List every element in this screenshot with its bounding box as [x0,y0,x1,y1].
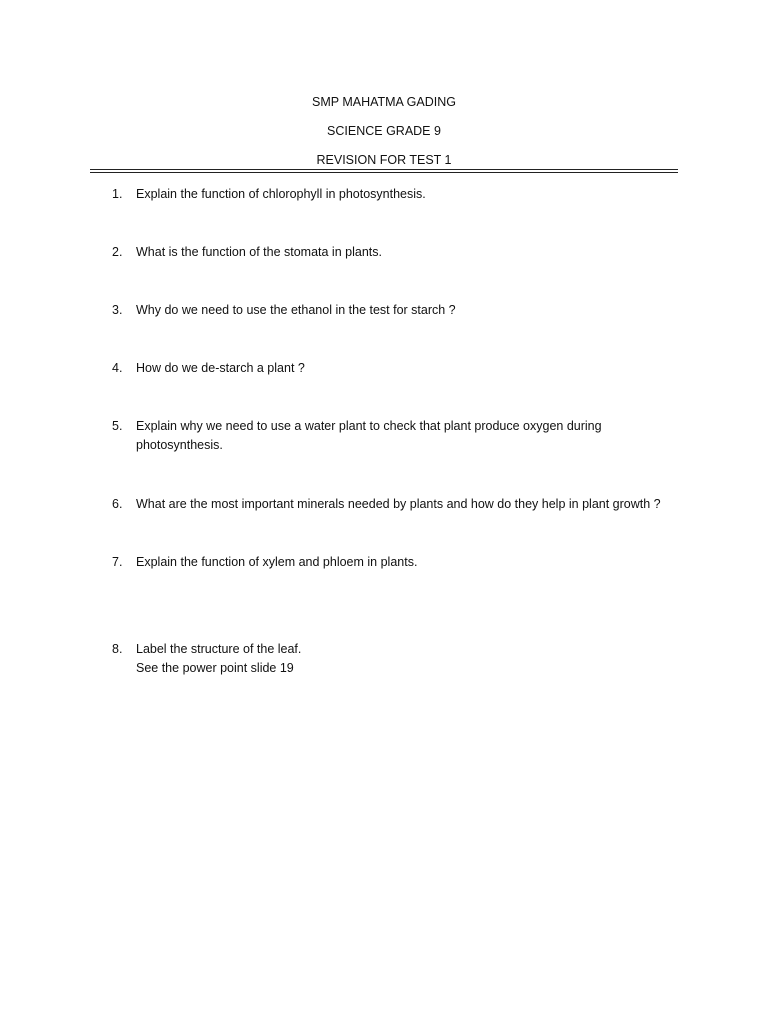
question-text: Explain the function of chlorophyll in photosynthesis. [136,187,426,201]
question-text: What is the function of the stomata in plants. [136,245,382,259]
question-number: 8. [112,642,123,656]
question-number: 6. [112,497,123,511]
question-number: 7. [112,555,123,569]
question-text: Why do we need to use the ethanol in the test for starch ? [136,303,456,317]
question-text: Explain the function of xylem and phloem in plants. [136,555,418,569]
worksheet-title: REVISION FOR TEST 1 [316,153,452,167]
header-divider-bottom [90,172,678,173]
question-number: 2. [112,245,123,259]
question-number: 5. [112,419,123,433]
question-number: 3. [112,303,123,317]
question-text: How do we de-starch a plant ? [136,361,305,375]
question-text: Label the structure of the leaf. See the power point slide 19 [136,642,302,675]
school-name: SMP MAHATMA GADING [311,95,456,109]
header-divider-top [90,169,678,170]
question-number: 4. [112,361,123,375]
question-text: Explain why we need to use a water plant to check that plant produce oxygen during photosynthesis. [136,419,602,452]
subject-title: SCIENCE GRADE 9 [327,124,441,138]
question-text: What are the most important minerals needed by plants and how do they help in plant growth ? [136,497,661,511]
question-number: 1. [112,187,123,201]
